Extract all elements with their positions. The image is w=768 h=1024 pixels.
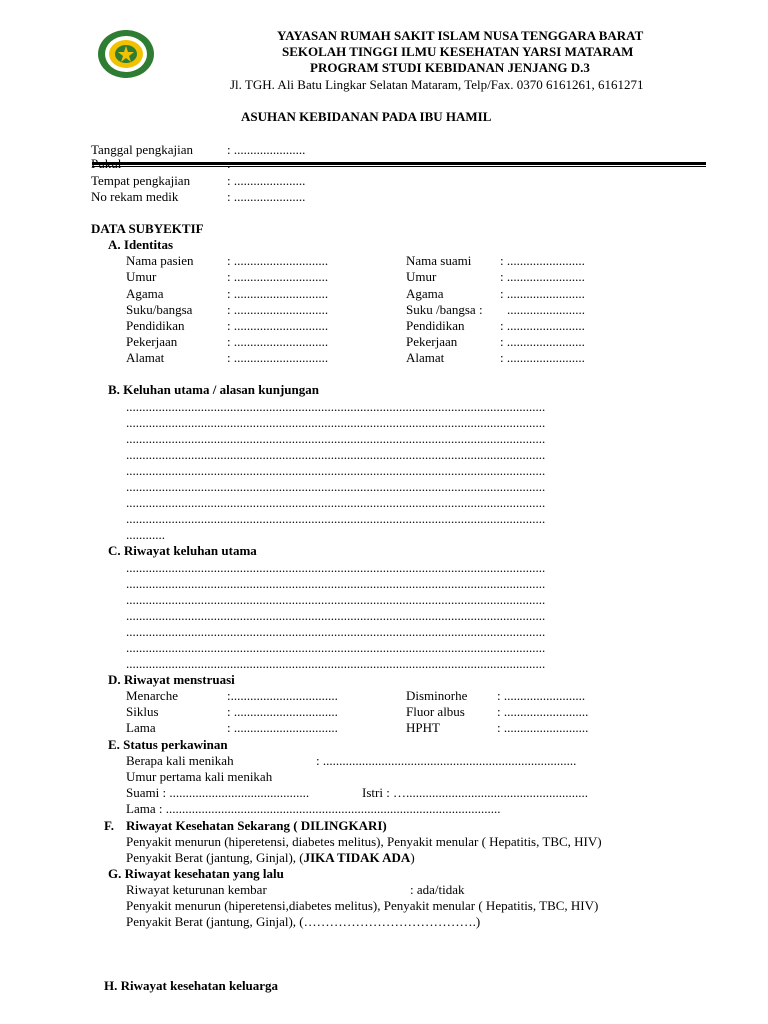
page-title: ASUHAN KEBIDANAN PADA IBU HAMIL <box>241 109 492 124</box>
perkawinan-heading: E. Status perkawinan <box>108 737 228 752</box>
pasien-pekerjaan-field[interactable]: : ............................. <box>227 334 329 349</box>
kesehatan-sekarang-line1[interactable]: Penyakit menurun (hiperetensi, diabetes melitus), Penyakit menular ( Hepatitis, TBC, HIV) <box>126 834 602 849</box>
header-program: PROGRAM STUDI KEBIDANAN JENJANG D.3 <box>310 60 590 75</box>
pasien-alamat-label: Alamat <box>126 350 165 365</box>
rekam-field[interactable]: : ...................... <box>227 189 306 204</box>
fluor-albus-field[interactable]: : .......................... <box>497 704 589 719</box>
menstruasi-heading: D. Riwayat menstruasi <box>108 672 235 687</box>
header-address: Jl. TGH. Ali Batu Lingkar Selatan Mataram, Telp/Fax. 0370 6161261, 6161271 <box>230 77 644 92</box>
disminorhe-label: Disminorhe <box>406 688 468 703</box>
kesehatan-sekarang-letter: F. <box>104 818 114 833</box>
tempat-label: Tempat pengkajian <box>91 173 191 188</box>
pasien-alamat-field[interactable]: : ............................. <box>227 350 329 365</box>
suami-pendidikan-label: Pendidikan <box>406 318 465 333</box>
keturunan-kembar-label: Riwayat keturunan kembar <box>126 882 267 897</box>
pasien-nama-field[interactable]: : ............................. <box>227 253 329 268</box>
pasien-agama-field[interactable]: : ............................. <box>227 286 329 301</box>
suami-alamat-field[interactable]: : ........................ <box>500 350 585 365</box>
kesehatan-lalu-line1[interactable]: Penyakit menurun (hiperetensi,diabetes melitus), Penyakit menular ( Hepatitis, TBC, HIV) <box>126 898 599 913</box>
riwayat-keluhan-line[interactable]: ................................................................................................................................. <box>126 576 546 591</box>
kesehatan-keluarga-heading: H. Riwayat kesehatan keluarga <box>104 978 279 993</box>
keturunan-kembar-field[interactable]: : ada/tidak <box>410 882 465 897</box>
umur-pertama-label: Umur pertama kali menikah <box>126 769 273 784</box>
riwayat-keluhan-line[interactable]: ................................................................................................................................. <box>126 624 546 639</box>
jika-tidak-ada-text: JIKA TIDAK ADA <box>303 850 411 865</box>
umur-istri-field[interactable]: Istri : …........................................................ <box>362 785 589 800</box>
suami-suku-field[interactable]: ........................ <box>507 302 585 317</box>
kesehatan-sekarang-line2[interactable] <box>126 850 415 865</box>
pasien-agama-label: Agama <box>126 286 164 301</box>
suami-umur-field[interactable]: : ........................ <box>500 269 585 284</box>
riwayat-keluhan-heading: C. Riwayat keluhan utama <box>108 543 257 558</box>
institution-logo <box>97 29 155 79</box>
disminorhe-field[interactable]: : ......................... <box>497 688 586 703</box>
menarche-field[interactable]: :................................. <box>227 688 338 703</box>
header-foundation: YAYASAN RUMAH SAKIT ISLAM NUSA TENGGARA BARAT <box>277 28 644 43</box>
berapa-kali-label: Berapa kali menikah <box>126 753 234 768</box>
line2-close: ) <box>410 850 415 865</box>
pasien-suku-field[interactable]: : ............................. <box>227 302 329 317</box>
menarche-label: Menarche <box>126 688 178 703</box>
pasien-nama-label: Nama pasien <box>126 253 194 268</box>
fluor-albus-label: Fluor albus <box>406 704 465 719</box>
pasien-umur-field[interactable]: : ............................. <box>227 269 329 284</box>
tanggal-field[interactable]: : ...................... <box>227 142 306 157</box>
suami-umur-label: Umur <box>406 269 437 284</box>
pasien-umur-label: Umur <box>126 269 157 284</box>
kesehatan-lalu-line2[interactable]: Penyakit Berat (jantung, Ginjal), (………………………………….) <box>126 914 481 929</box>
suami-alamat-label: Alamat <box>406 350 445 365</box>
lama-menikah-field[interactable]: Lama : ....................................................................................................... <box>126 801 501 816</box>
keluhan-line[interactable]: ............ <box>126 527 165 542</box>
hpht-field[interactable]: : .......................... <box>497 720 589 735</box>
kesehatan-lalu-heading: G. Riwayat kesehatan yang lalu <box>108 866 284 881</box>
riwayat-keluhan-line[interactable]: ................................................................................................................................. <box>126 608 546 623</box>
pasien-pendidikan-field[interactable]: : ............................. <box>227 318 329 333</box>
kesehatan-sekarang-heading: Riwayat Kesehatan Sekarang ( DILINGKARI) <box>126 818 387 833</box>
rekam-label: No rekam medik <box>91 189 179 204</box>
suami-agama-field[interactable]: : ........................ <box>500 286 585 301</box>
siklus-field[interactable]: : ................................ <box>227 704 338 719</box>
tanggal-label: Tanggal pengkajian <box>91 142 193 157</box>
hpht-label: HPHT <box>406 720 440 735</box>
data-subyektif-heading: DATA SUBYEKTIF <box>91 221 204 236</box>
pasien-suku-label: Suku/bangsa <box>126 302 193 317</box>
suami-pekerjaan-label: Pekerjaan <box>406 334 458 349</box>
lama-field[interactable]: : ................................ <box>227 720 338 735</box>
keluhan-line[interactable]: ................................................................................................................................. <box>126 447 546 462</box>
siklus-label: Siklus <box>126 704 159 719</box>
lama-label: Lama <box>126 720 156 735</box>
suami-pekerjaan-field[interactable]: : ........................ <box>500 334 585 349</box>
suami-agama-label: Agama <box>406 286 444 301</box>
divider-thin <box>92 166 706 167</box>
header-school: SEKOLAH TINGGI ILMU KESEHATAN YARSI MATARAM <box>282 44 634 59</box>
keluhan-line[interactable]: ................................................................................................................................. <box>126 415 546 430</box>
suami-nama-label: Nama suami <box>406 253 472 268</box>
keluhan-line[interactable]: ................................................................................................................................. <box>126 399 546 414</box>
suami-nama-field[interactable]: : ........................ <box>500 253 585 268</box>
berapa-kali-field[interactable]: : .............................................................................. <box>316 753 577 768</box>
divider-thick <box>92 162 706 165</box>
keluhan-line[interactable]: ................................................................................................................................. <box>126 463 546 478</box>
pasien-pendidikan-label: Pendidikan <box>126 318 185 333</box>
line2-text: Penyakit Berat (jantung, Ginjal), ( <box>126 850 304 865</box>
tempat-field[interactable]: : ...................... <box>227 173 306 188</box>
suami-pendidikan-field[interactable]: : ........................ <box>500 318 585 333</box>
keluhan-heading: B. Keluhan utama / alasan kunjungan <box>108 382 319 397</box>
riwayat-keluhan-line[interactable]: ................................................................................................................................. <box>126 560 546 575</box>
keluhan-line[interactable]: ................................................................................................................................. <box>126 511 546 526</box>
suami-suku-label: Suku /bangsa : <box>406 302 483 317</box>
keluhan-line[interactable]: ................................................................................................................................. <box>126 431 546 446</box>
pasien-pekerjaan-label: Pekerjaan <box>126 334 178 349</box>
keluhan-line[interactable]: ................................................................................................................................. <box>126 495 546 510</box>
riwayat-keluhan-line[interactable]: ................................................................................................................................. <box>126 656 546 671</box>
keluhan-line[interactable]: ................................................................................................................................. <box>126 479 546 494</box>
riwayat-keluhan-line[interactable]: ................................................................................................................................. <box>126 640 546 655</box>
identitas-heading: A. Identitas <box>108 237 174 252</box>
umur-suami-field[interactable]: Suami : ........................................... <box>126 785 310 800</box>
riwayat-keluhan-line[interactable]: ................................................................................................................................. <box>126 592 546 607</box>
